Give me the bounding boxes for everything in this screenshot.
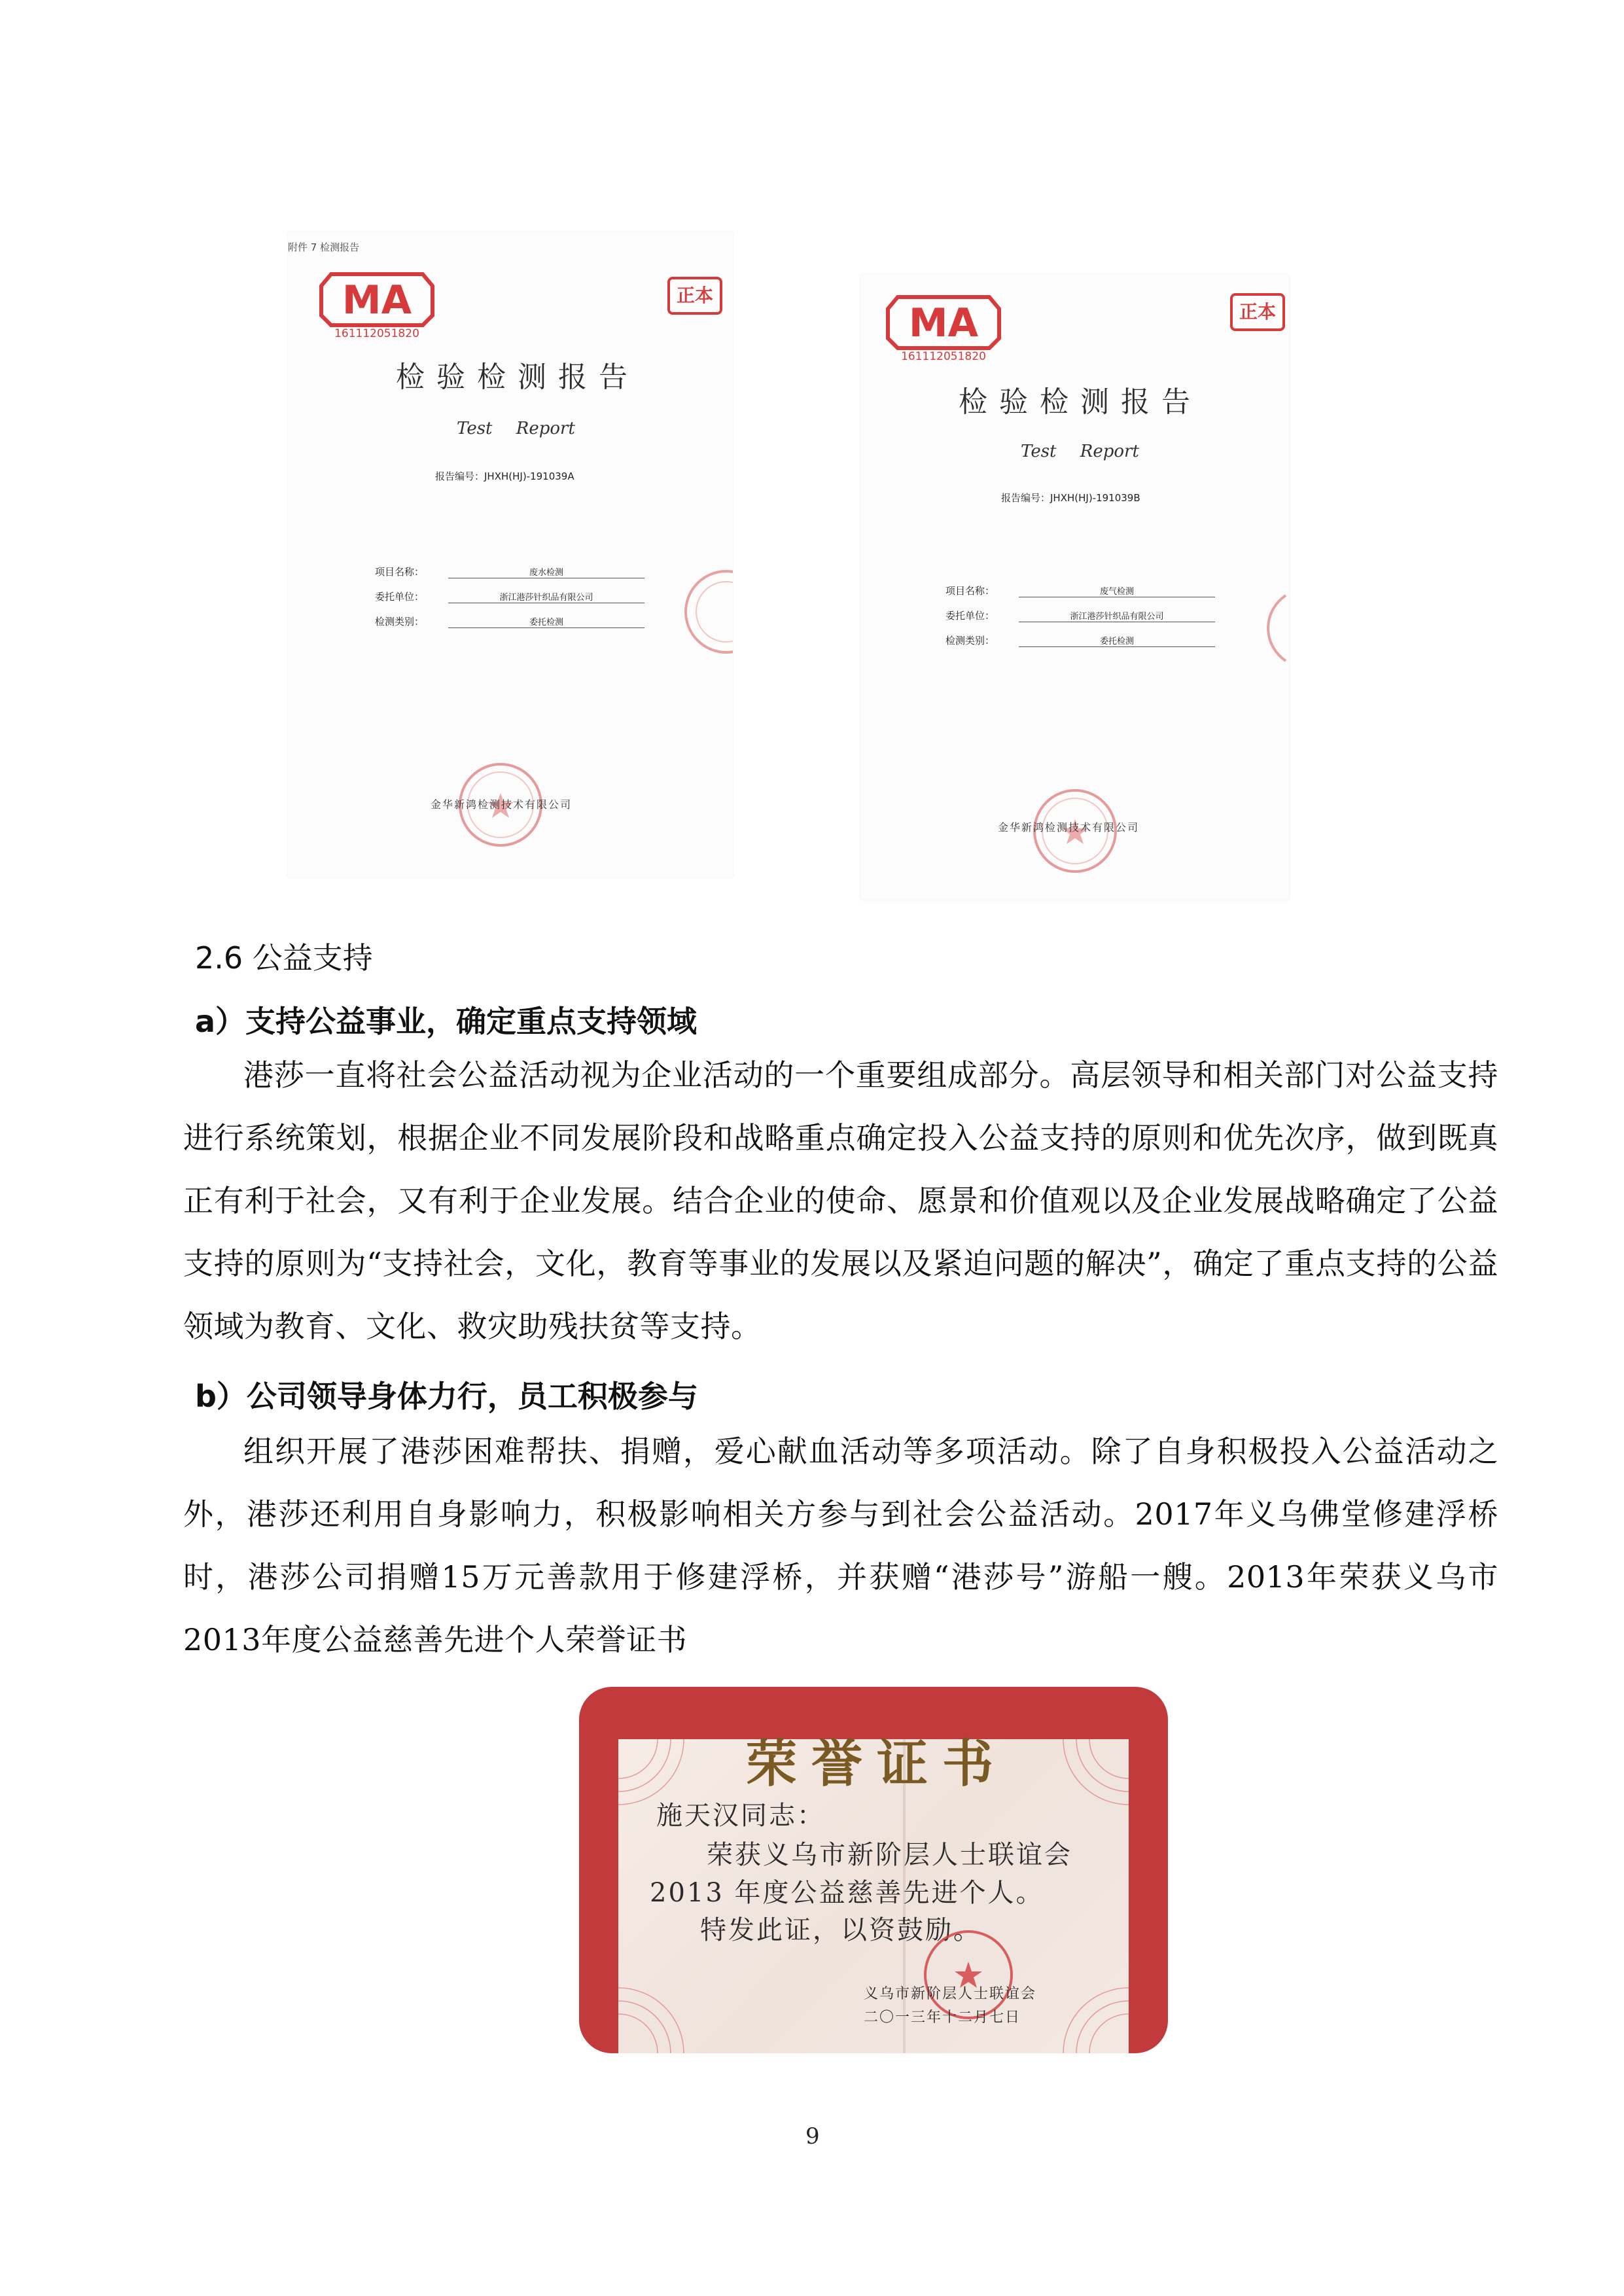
attachment-label: 附件 7 检测报告	[288, 241, 360, 253]
ma-certification-logo	[885, 283, 1002, 361]
field-label: 委托单位：	[945, 610, 995, 622]
ma-certification-logo	[318, 260, 436, 338]
honor-certificate-photo	[579, 1687, 1168, 2053]
field-value: 委托检测	[448, 615, 644, 628]
test-report-scan-a	[288, 232, 733, 877]
certificate-line-2: 2013 年度公益慈善先进个人。	[650, 1878, 1044, 1908]
report-field-row	[375, 590, 644, 603]
certificate-title: 荣誉证书	[746, 1734, 1008, 1793]
report-field-row	[945, 609, 1215, 622]
field-label: 委托单位：	[375, 591, 425, 603]
ma-mark-text: MA	[908, 300, 979, 346]
paragraph-a: 港莎一直将社会公益活动视为企业活动的一个重要组成部分。高层领导和相关部门对公益支持进行系统策划，根据企业不同发展阶段和战略重点确定投入公益支持的原则和优先次序，做到既真正有利于社会，又有利于企业发展。结合企业的使命、愿景和价值观以及企业发展战略确定了公益支持的原则为“支持社会，文化，教育等事业的发展以及紧迫问题的解决”，确定了重点支持的公益领域为教育、文化、救灾助残扶贫等支持。	[183, 1057, 1498, 1344]
certificate-line-1: 荣获义乌市新阶层人士联谊会	[707, 1840, 1072, 1870]
subsection-heading-b: b）公司领导身体力行，员工积极参与	[195, 1379, 698, 1414]
report-subtitle: Test Report	[457, 419, 575, 438]
side-seal-stamp	[680, 566, 733, 658]
report-field-row	[945, 584, 1215, 597]
original-copy-stamp: 正本	[667, 277, 722, 315]
ma-mark-text: MA	[342, 277, 412, 323]
field-label: 检测类别：	[945, 635, 995, 646]
original-copy-stamp: 正本	[1230, 293, 1285, 331]
ma-number-text: 161112051820	[334, 327, 419, 338]
testing-company-name: 金华新鸿检测技术有限公司	[431, 798, 573, 811]
report-title: 检验检测报告	[396, 361, 639, 394]
report-title: 检验检测报告	[959, 385, 1202, 419]
paragraph-b: 组织开展了港莎困难帮扶、捐赠，爱心献血活动等多项活动。除了自身积极投入公益活动之外，港莎还利用自身影响力，积极影响相关方参与到社会公益活动。2017年义乌佛堂修建浮桥时，港莎公司捐赠15万元善款用于修建浮桥，并获赠“港莎号”游船一艘。2013年荣获义乌市2013年度公益慈善先进个人荣誉证书	[183, 1434, 1498, 1657]
report-field-row	[375, 614, 644, 628]
certificate-date: 二〇一三年十二月七日	[864, 2009, 1021, 2026]
field-value: 废水检测	[448, 565, 644, 578]
subsection-heading-a: a）支持公益事业，确定重点支持领域	[195, 1004, 697, 1039]
report-number: 报告编号：JHXH(HJ)-191039A	[435, 470, 574, 482]
testing-company-name: 金华新鸿检测技术有限公司	[998, 821, 1140, 834]
field-label: 项目名称：	[945, 585, 995, 597]
section-heading: 2.6 公益支持	[195, 940, 373, 976]
ma-number-text: 161112051820	[901, 350, 986, 361]
report-field-row	[375, 565, 644, 578]
report-field-row	[945, 633, 1215, 647]
certificate-recipient: 施天汉同志：	[656, 1801, 825, 1831]
report-number: 报告编号：JHXH(HJ)-191039B	[1001, 492, 1140, 504]
side-seal-stamp	[1266, 589, 1289, 667]
certificate-line-3: 特发此证，以资鼓励。	[700, 1915, 981, 1945]
test-report-scan-b	[860, 275, 1289, 900]
certificate-issuer: 义乌市新阶层人士联谊会	[864, 1986, 1037, 2002]
field-label: 检测类别：	[375, 616, 425, 627]
field-label: 项目名称：	[375, 566, 425, 578]
page-number: 9	[805, 2123, 820, 2149]
field-value: 浙江港莎针织品有限公司	[448, 590, 644, 603]
field-value: 浙江港莎针织品有限公司	[1019, 609, 1215, 622]
field-value: 委托检测	[1019, 634, 1215, 647]
report-subtitle: Test Report	[1021, 442, 1139, 461]
field-value: 废气检测	[1019, 584, 1215, 597]
